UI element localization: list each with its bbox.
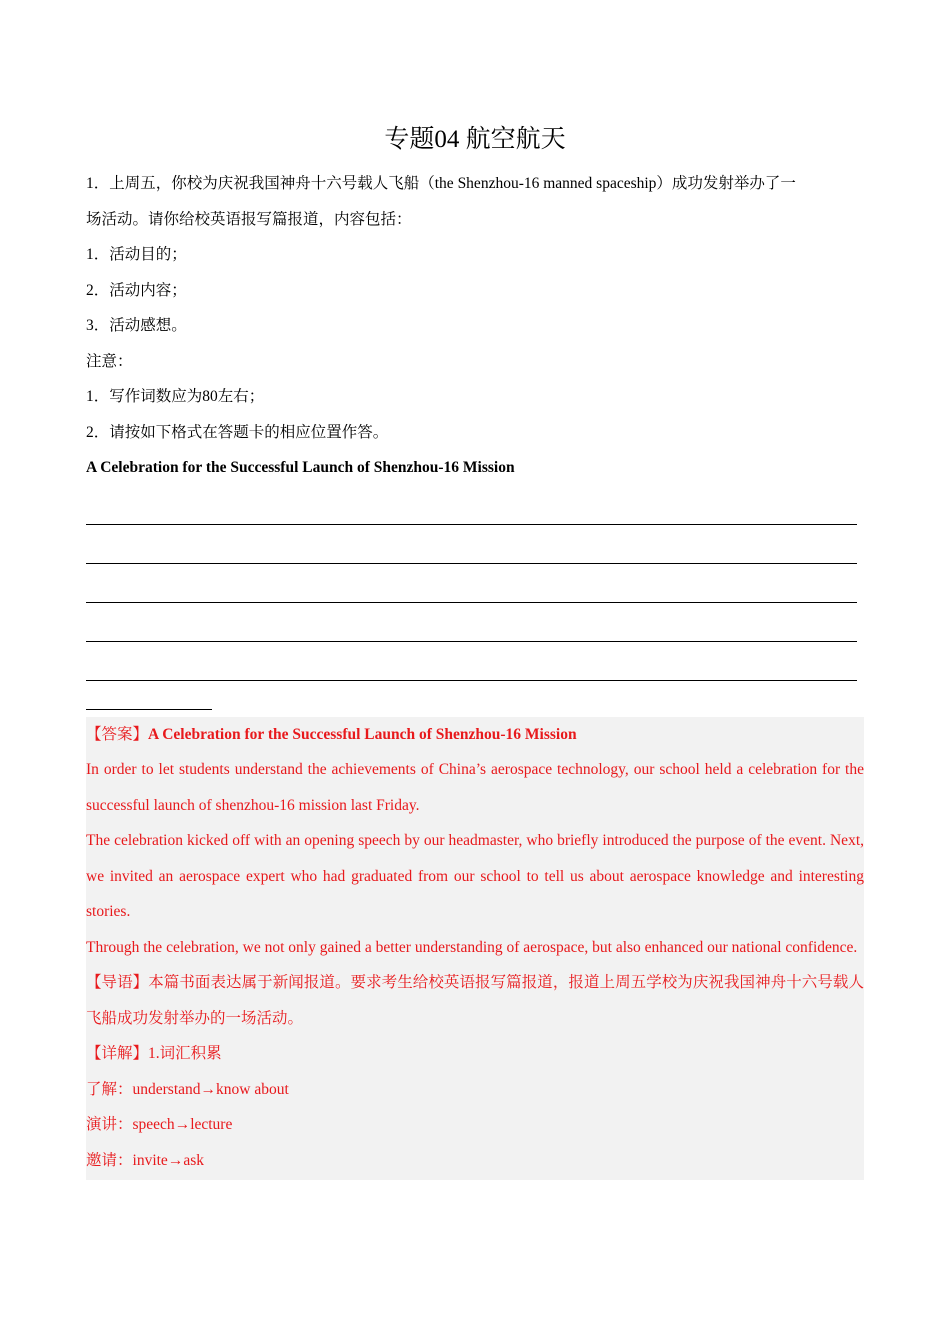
answer-paragraph-1: In order to let students understand the achievements of China’s aerospace technology, our school held a celebration for the successful launch of shenzhou-16 mission last Friday.	[86, 761, 864, 814]
answer-paragraph-3: Through the celebration, we not only gained a better understanding of aerospace, but also enhanced our national confidence.	[86, 938, 858, 956]
page-title: 专题04 航空航天	[384, 126, 566, 153]
answer-lines	[86, 486, 864, 710]
answer-title: A Celebration for the Successful Launch of Shenzhou-16 Mission	[148, 725, 577, 743]
note-label: 注意：	[86, 352, 133, 370]
requirement-point-2: 2．活动内容；	[86, 281, 187, 299]
vocab-label: 邀请：	[86, 1151, 133, 1169]
answer-label: 【答案】	[86, 725, 149, 743]
vocab-to: ask	[183, 1151, 204, 1169]
vocab-item	[86, 1107, 864, 1143]
vocab-item	[86, 1072, 864, 1108]
requirement-point-1: 1．活动目的；	[86, 246, 187, 263]
guide-label: 【导语】	[86, 974, 149, 991]
vocab-label: 演讲：	[86, 1116, 133, 1133]
essay-title: A Celebration for the Successful Launch of Shenzhou-16 Mission	[86, 459, 515, 476]
question-prompt-line-2: 场活动。请你给校英语报写篇报道，内容包括：	[86, 210, 412, 228]
writing-line	[86, 486, 857, 525]
writing-line	[86, 603, 857, 642]
vocab-from: speech	[132, 1116, 175, 1133]
note-2: 2．请按如下格式在答题卡的相应位置作答。	[86, 423, 389, 441]
writing-line	[86, 564, 857, 603]
detail-label: 【详解】	[86, 1045, 149, 1062]
vocab-to: lecture	[190, 1116, 233, 1133]
vocab-from: invite	[132, 1151, 168, 1169]
requirement-point-3: 3．活动感想。	[86, 317, 187, 334]
detail-text: 1.词汇积累	[148, 1045, 222, 1062]
note-1: 1．写作词数应为80左右；	[86, 388, 265, 405]
answer-section	[86, 717, 864, 1181]
vocab-item	[86, 1143, 864, 1179]
detail-heading	[86, 1036, 864, 1072]
arrow-icon: →	[174, 1116, 191, 1133]
document-page	[86, 120, 864, 1180]
writing-line	[86, 642, 857, 681]
vocab-from: understand	[132, 1080, 201, 1098]
guide-text: 本篇书面表达属于新闻报道。要求考生给校英语报写篇报道，报道上周五学校为庆祝我国神舟十六号载人飞船成功发射举办的一场活动。	[86, 974, 864, 1027]
answer-paragraph-2: The celebration kicked off with an opening speech by our headmaster, who briefly introduced the purpose of the event. Next, we invited an aerospace expert who had graduated from our school to tell us about aerospace knowledge and interesting stories.	[86, 832, 864, 920]
vocab-label: 了解：	[86, 1080, 133, 1098]
vocab-to: know about	[216, 1080, 289, 1098]
guide-paragraph	[86, 965, 864, 1036]
arrow-icon: →	[200, 1080, 217, 1098]
answer-heading	[86, 717, 864, 753]
question-prompt-line-1: 1．上周五，你校为庆祝我国神舟十六号载人飞船（the Shenzhou-16 manned spaceship）成功发射举办了一	[86, 175, 796, 192]
arrow-icon: →	[167, 1151, 184, 1169]
writing-line-short	[86, 681, 212, 710]
writing-line	[86, 525, 857, 564]
